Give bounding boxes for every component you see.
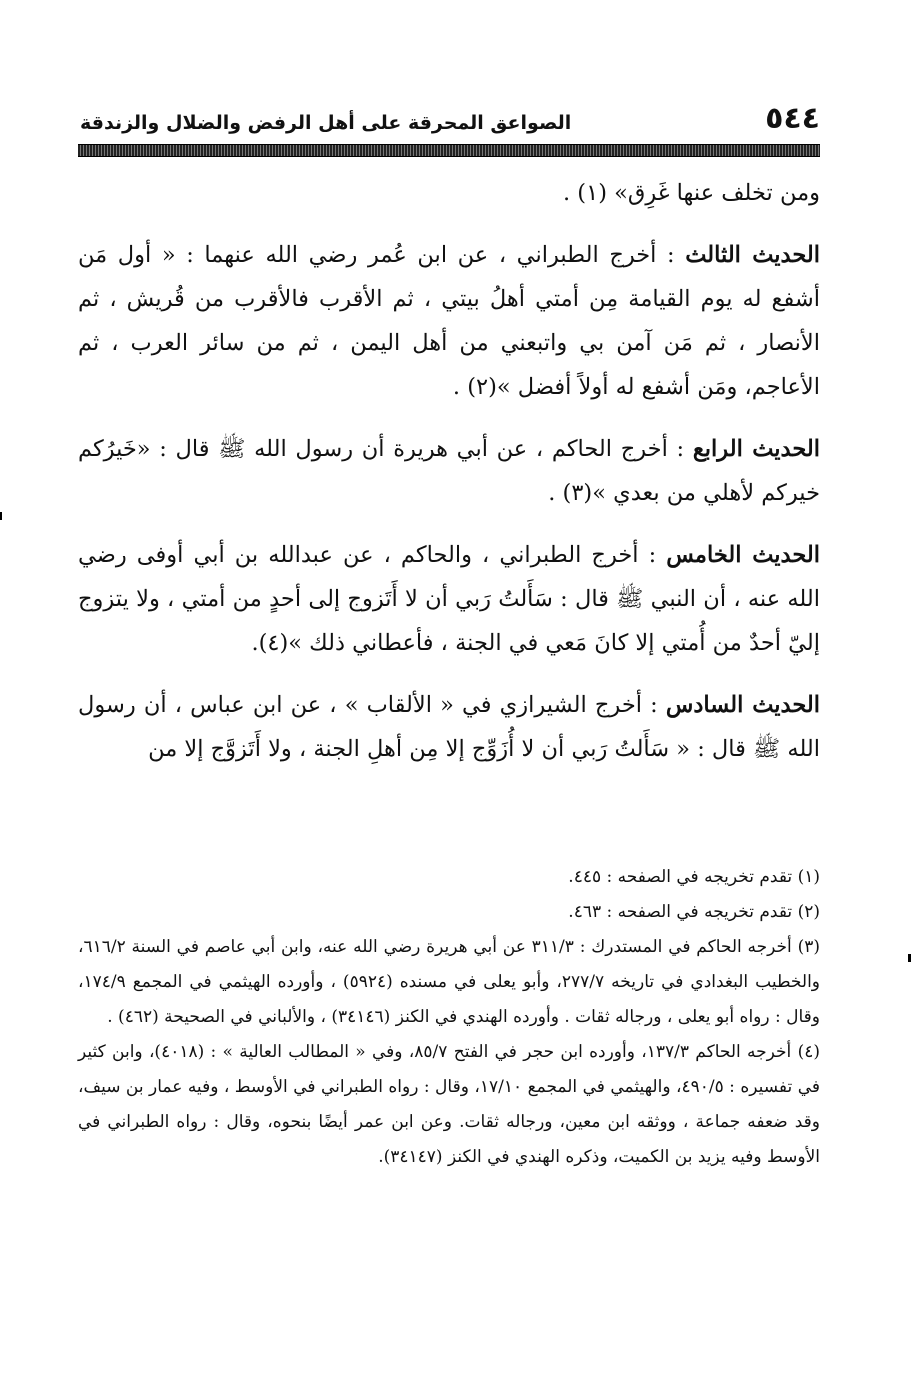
hadith-4	[78, 427, 820, 515]
margin-mark-right	[908, 954, 911, 962]
book-page	[78, 96, 820, 1356]
hadith-label: الحديث الثالث	[685, 242, 820, 268]
footnote-3: (٣) أخرجه الحاكم في المستدرك : ٣١١/٣ عن أبي هريرة رضي الله عنه، وابن أبي عاصم في السنة ٦١٦/٢، والخطيب البغدادي في تاريخه ٢٧٧/٧، وأبو يعلى في مسنده (٥٩٢٤) ، وأورده الهيثمي في المجمع ١٧٤/٩، وقال : رواه أبو يعلى ، ورجاله ثقات . وأورده الهندي في الكنز (٣٤١٤٦) ، والألباني في الصحيحة (٤٦٢) .	[78, 937, 821, 1027]
hadith-text: : أخرج الحاكم ، عن أبي هريرة أن رسول الله ﷺ قال : «خَيرُكم خيركم لأهلي من بعدي »(٣) .	[78, 436, 820, 506]
hadith-text: : أخرج الطبراني ، والحاكم ، عن عبدالله بن أبي أوفى رضي الله عنه ، أن النبي ﷺ قال : سَأَلتُ رَبي أن لا أَتَزوج إلى أحدٍ من أمتي ، ولا يتزوج إليّ أحدٌ من أُمتي إلا كانَ مَعي في الجنة ، فأعطاني ذلك »(٤).	[78, 542, 820, 656]
hadith-6	[78, 683, 820, 771]
hadith-text: : أخرج الشيرازي في « الألقاب » ، عن ابن عباس ، أن رسول الله ﷺ قال : « سَأَلتُ رَبي أن لا أُزَوِّج إلا مِن أهلِ الجنة ، ولا أَتَزوَّج إلا من	[78, 692, 820, 762]
hadith-label: الحديث الخامس	[666, 542, 820, 568]
page-number: ٥٤٤	[765, 101, 820, 136]
footnote-4: (٤) أخرجه الحاكم ١٣٧/٣، وأورده ابن حجر في الفتح ٨٥/٧، وفي « المطالب العالية » : (٤٠١٨)، وابن كثير في تفسيره : ٤٩٠/٥، والهيثمي في المجمع ١٧/١٠، وقال : رواه الطبراني في الأوسط ، وفيه عمار بن سيف، وقد ضعفه جماعة ، ووثقه ابن معين، ورجاله ثقات. وعن ابن عمر أيضًا بنحوه، وقال : رواه الطبراني في الأوسط وفيه يزيد بن الكميت، وذكره الهندي في الكنز (٣٤١٤٧).	[78, 1042, 821, 1167]
margin-mark-left	[0, 512, 2, 520]
footnote-1: (١) تقدم تخريجه في الصفحه : ٤٤٥.	[568, 867, 820, 887]
running-title: الصواعق المحرقة على أهل الرفض والضلال والزندقة	[80, 112, 572, 134]
hadith-text: : أخرج الطبراني ، عن ابن عُمر رضي الله عنهما : « أول مَن أشفع له يوم القيامة مِن أمتي أهلُ بيتي ، ثم الأقرب فالأقرب من قُريش ، ثم الأنصار ، ثم مَن آمن بي واتبعني من أهل اليمن ، ثم من سائر العرب ، ثم الأعاجم، ومَن أشفع له أولاً أفضل »(٢) .	[78, 242, 820, 400]
hadith-label: الحديث الرابع	[692, 436, 820, 462]
hadith-5	[78, 533, 820, 665]
footnote-2: (٢) تقدم تخريجه في الصفحه : ٤٦٣.	[568, 902, 820, 922]
page-header	[78, 96, 820, 138]
footnotes	[78, 860, 820, 1175]
main-text	[78, 171, 820, 771]
hadith-3	[78, 233, 820, 409]
hadith-label: الحديث السادس	[665, 692, 820, 718]
continuation-line: ومن تخلف عنها غَرِق» (١) .	[563, 180, 820, 206]
header-rule	[78, 144, 820, 157]
